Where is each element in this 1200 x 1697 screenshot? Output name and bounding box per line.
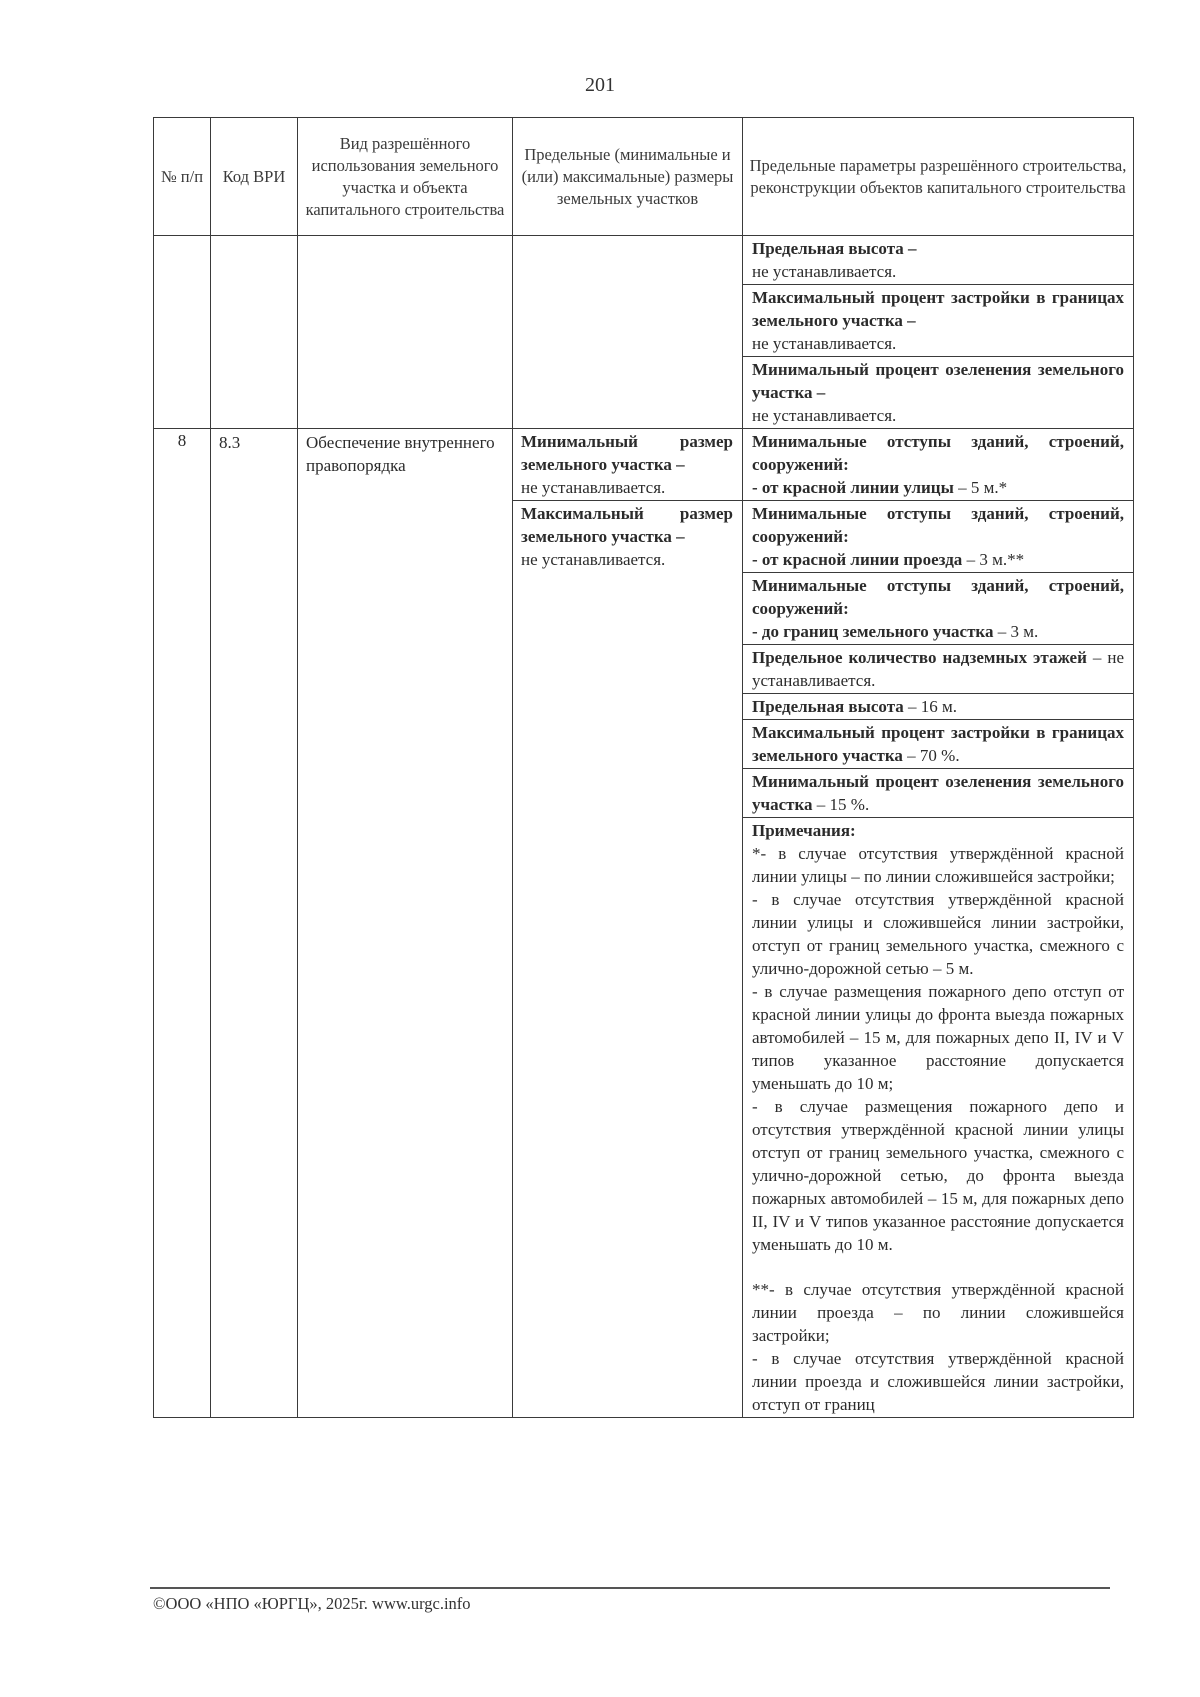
param-label: Предельная высота <box>752 697 904 716</box>
min-size-label: Минимальный размер земельного участка – <box>521 432 733 474</box>
header-code: Код ВРИ <box>211 118 298 236</box>
param-value: – 5 м.* <box>953 478 1008 497</box>
param-max-height <box>743 236 1133 284</box>
param-label: Предельная высота – <box>752 239 917 258</box>
max-size <box>513 501 742 572</box>
min-size <box>513 429 742 500</box>
continuation-code-cell <box>211 236 298 429</box>
param-value: – 3 м. <box>993 622 1039 641</box>
max-size-cell <box>513 501 743 1418</box>
note-item: *- в случае отсутствия утверждённой красной линии улицы – по линии сложившейся застройки; <box>752 844 1124 886</box>
setback-street <box>743 429 1133 500</box>
note-item: - в случае отсутствия утверждённой красной линии проезда и сложившейся линии застройки, отступ от границ <box>752 1349 1124 1414</box>
param-value: – 3 м.** <box>962 550 1025 569</box>
row-number: 8 <box>154 429 211 1418</box>
setback-street-cell <box>743 429 1134 501</box>
continuation-use-cell <box>298 236 513 429</box>
params-list-cell <box>743 501 1134 1418</box>
max-size-value: не устанавливается. <box>521 550 666 569</box>
header-use: Вид разрешённого использования земельного участка и объекта капитального строительства <box>298 118 513 236</box>
row-code: 8.3 <box>219 433 241 452</box>
param-value: – 16 м. <box>903 697 958 716</box>
footer-divider <box>150 1587 1110 1589</box>
max-coverage <box>743 719 1133 768</box>
note-item: - в случае размещения пожарного депо и отсутствия утверждённой красной линии улицы отступ от границ земельного участка, смежного с улично-дорожной сетью, до фронта выезда пожарных автомобилей – 15 м, для пожарных депо II, IV и V типов указанное расстояние допускается уменьшать до 10 м. <box>752 1097 1124 1254</box>
regulations-table <box>153 117 1134 1418</box>
row-use-cell <box>298 429 513 1418</box>
param-label: Максимальный процент застройки в границах земельного участка <box>752 723 1124 765</box>
param-value: не устанавливается. <box>752 406 897 425</box>
row-use: Обеспечение внутреннего правопорядка <box>306 433 495 475</box>
param-label: Предельное количество надземных этажей <box>752 648 1087 667</box>
setback-driveway <box>743 501 1133 572</box>
continuation-params-cell <box>743 236 1134 429</box>
param-value: – не устанавливается. <box>752 648 1124 690</box>
param-value: – 70 %. <box>902 746 960 765</box>
param-label: Максимальный процент застройки в границах земельного участка – <box>752 288 1124 330</box>
notes-block <box>743 817 1133 1417</box>
param-label: Минимальный процент озеленения земельного участка – <box>752 360 1124 402</box>
min-greening <box>743 768 1133 817</box>
header-num: № п/п <box>154 118 211 236</box>
header-params: Предельные параметры разрешённого строительства, реконструкции объектов капитального строительства <box>743 118 1134 236</box>
table-header-row <box>154 118 1134 236</box>
param-sub-label: - от красной линии проезда <box>752 550 963 569</box>
setback-boundary <box>743 572 1133 644</box>
param-value: – 15 %. <box>812 795 870 814</box>
param-value: не устанавливается. <box>752 334 897 353</box>
param-label: Минимальные отступы зданий, строений, сооружений: <box>752 504 1124 546</box>
note-item: - в случае размещения пожарного депо отступ от красной линии улицы до фронта выезда пожарных автомобилей – 15 м, для пожарных депо II, IV и V типов указанное расстояние допускается уменьшать до 10 м; <box>752 982 1124 1093</box>
notes-title: Примечания: <box>752 821 856 840</box>
continuation-size-cell <box>513 236 743 429</box>
param-sub-label: - от красной линии улицы <box>752 478 954 497</box>
max-floors <box>743 644 1133 693</box>
max-height <box>743 693 1133 719</box>
note-spacer <box>752 1256 1124 1278</box>
continuation-num-cell <box>154 236 211 429</box>
table-row-8-top <box>154 429 1134 501</box>
row-code-cell <box>211 429 298 1418</box>
table-row-continuation <box>154 236 1134 429</box>
param-value: не устанавливается. <box>752 262 897 281</box>
param-max-coverage <box>743 284 1133 356</box>
footer-copyright: ©ООО «НПО «ЮРГЦ», 2025г. www.urgc.info <box>153 1594 471 1613</box>
min-size-value: не устанавливается. <box>521 478 666 497</box>
note-item: **- в случае отсутствия утверждённой красной линии проезда – по линии сложившейся застройки; <box>752 1280 1124 1345</box>
header-sizes: Предельные (минимальные и (или) максимальные) размеры земельных участков <box>513 118 743 236</box>
min-size-cell <box>513 429 743 501</box>
param-label: Минимальный процент озеленения земельного участка <box>752 772 1124 814</box>
param-sub-label: - до границ земельного участка <box>752 622 994 641</box>
param-label: Минимальные отступы зданий, строений, сооружений: <box>752 432 1124 474</box>
max-size-label: Максимальный размер земельного участка – <box>521 504 733 546</box>
param-label: Минимальные отступы зданий, строений, сооружений: <box>752 576 1124 618</box>
note-item: - в случае отсутствия утверждённой красной линии улицы и сложившейся линии застройки, отступ от границ земельного участка, смежного с улично-дорожной сетью – 5 м. <box>752 890 1124 978</box>
param-min-greening <box>743 356 1133 428</box>
page-number: 201 <box>585 74 615 96</box>
